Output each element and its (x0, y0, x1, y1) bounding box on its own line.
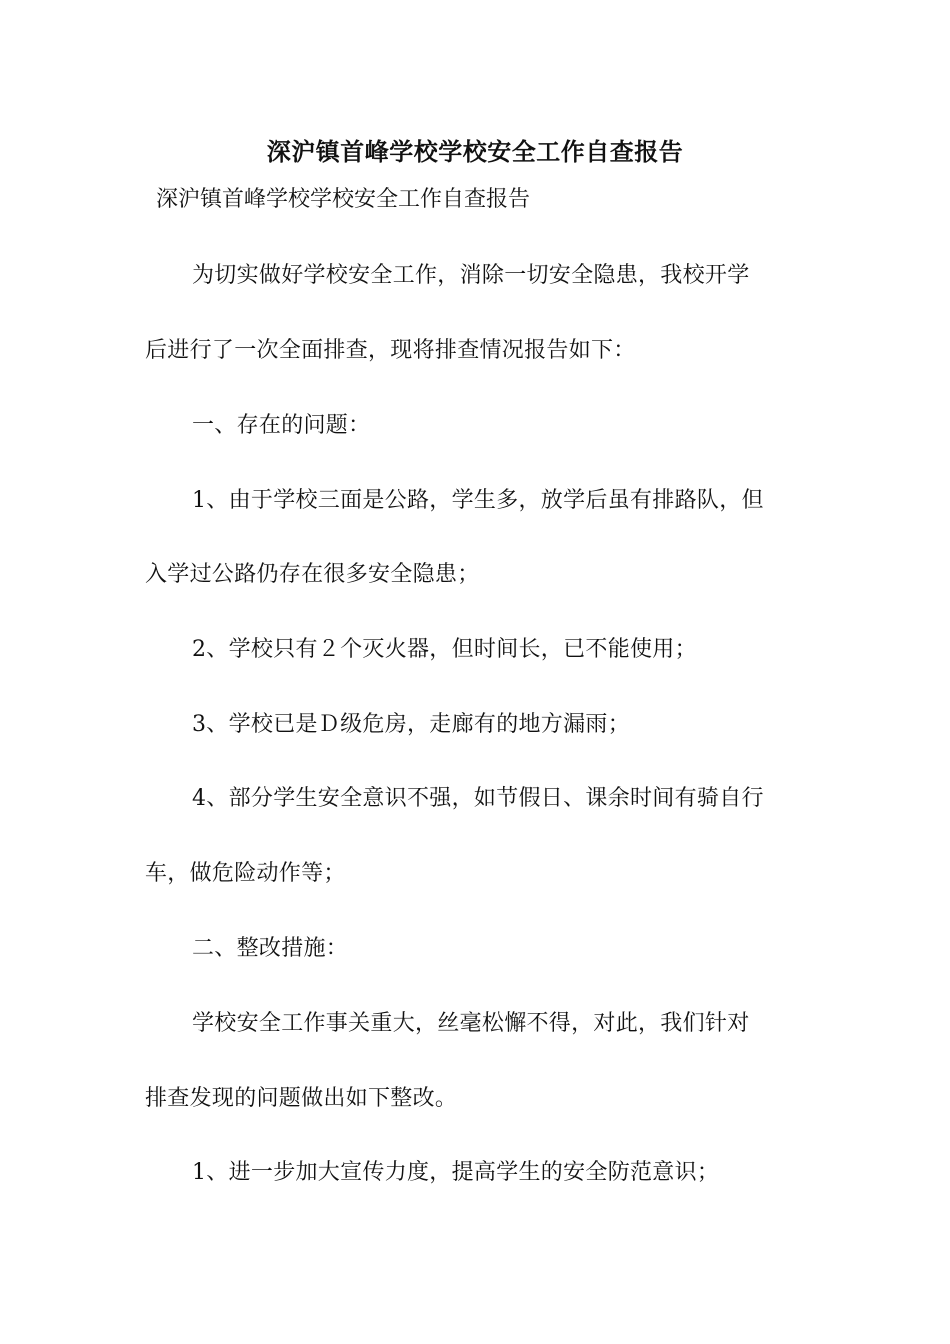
document-subtitle: 深沪镇首峰学校学校安全工作自查报告 (156, 187, 531, 212)
paragraph-line: 为切实做好学校安全工作，消除一切安全隐患，我校开学 (192, 263, 750, 288)
section-heading: 二、整改措施： (192, 936, 349, 961)
paragraph-line: 后进行了一次全面排查，现将排查情况报告如下： (145, 338, 636, 363)
paragraph-line: 车，做危险动作等； (145, 861, 346, 886)
paragraph-line: 4、部分学生安全意识不强，如节假日、课余时间有骑自行 (192, 786, 764, 811)
paragraph-line: 1、进一步加大宣传力度，提高学生的安全防范意识； (192, 1160, 720, 1185)
paragraph-line: 3、学校已是Ｄ级危房，走廊有的地方漏雨； (192, 712, 630, 737)
paragraph-line: 1、由于学校三面是公路，学生多，放学后虽有排路队，但 (192, 488, 764, 513)
paragraph-line: 2、学校只有２个灭火器，但时间长，已不能使用； (192, 637, 697, 662)
document-title: 深沪镇首峰学校学校安全工作自查报告 (266, 137, 684, 166)
paragraph-line: 排查发现的问题做出如下整改。 (145, 1086, 458, 1111)
paragraph-line: 入学过公路仍存在很多安全隐患； (145, 562, 480, 587)
paragraph-line: 学校安全工作事关重大，丝毫松懈不得，对此，我们针对 (192, 1011, 750, 1036)
section-heading: 一、存在的问题： (192, 413, 371, 438)
